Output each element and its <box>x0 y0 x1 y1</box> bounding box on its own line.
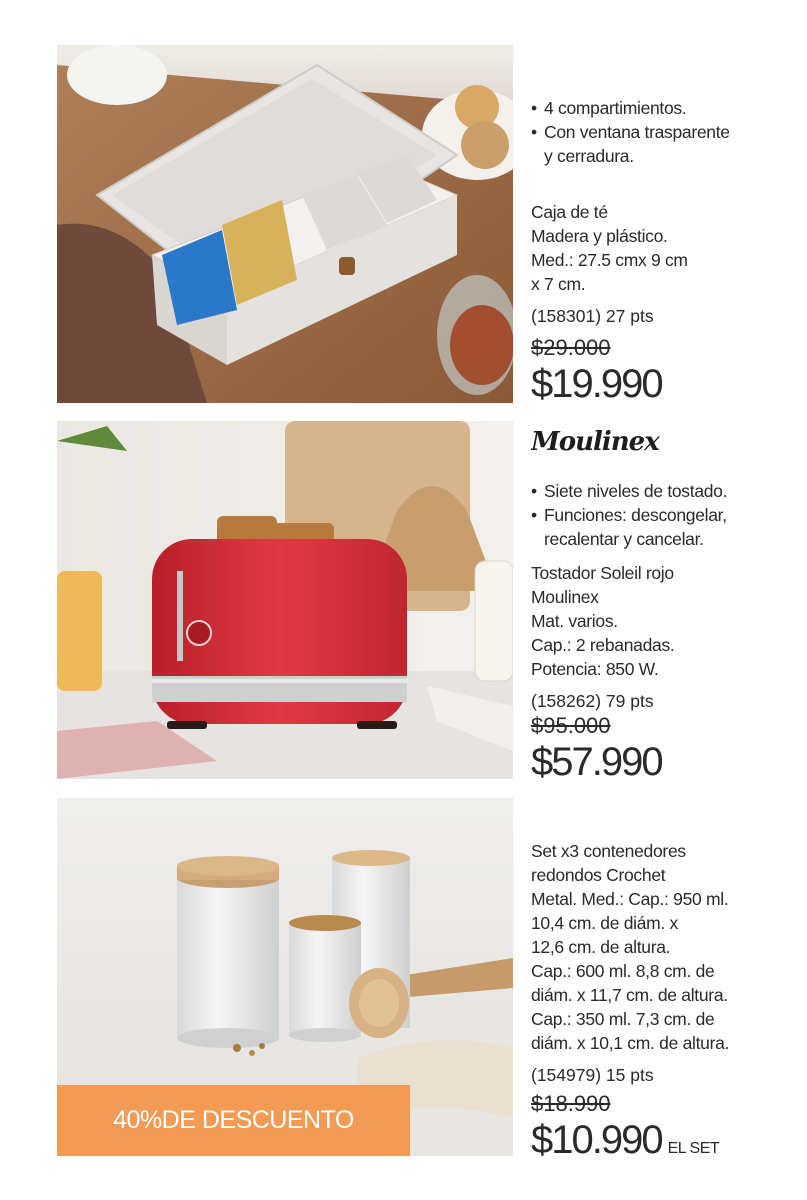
toaster-photo <box>57 421 513 779</box>
canisters-desc-4: 10,4 cm. de diám. x <box>531 913 679 933</box>
tea-desc-1: Caja de té <box>531 202 608 222</box>
canisters-desc-3: Metal. Med.: Cap.: 950 ml. <box>531 889 729 909</box>
canisters-code-points: (154979) 15 pts <box>531 1065 654 1085</box>
canisters-price-row <box>531 1117 801 1172</box>
toaster-info <box>531 479 801 785</box>
canisters-desc-9: diám. x 10,1 cm. de altura. <box>531 1033 730 1053</box>
toaster-new-price: $57.990 <box>531 740 662 784</box>
price-suffix: EL SET <box>667 1140 720 1157</box>
canisters-desc-6: Cap.: 600 ml. 8,8 cm. de <box>531 961 715 981</box>
toaster-old-price: $95.000 <box>531 713 611 738</box>
canisters-desc-8: Cap.: 350 ml. 7,3 cm. de <box>531 1009 715 1029</box>
canisters-desc-1: Set x3 contenedores <box>531 841 686 861</box>
tea-feature-2-cont: y cerradura. <box>544 146 634 166</box>
tea-desc-3: Med.: 27.5 cmx 9 cm <box>531 250 688 270</box>
canisters-old-price: $18.990 <box>531 1091 611 1116</box>
canisters-desc-5: 12,6 cm. de altura. <box>531 937 671 957</box>
canisters-desc-2: redondos Crochet <box>531 865 666 885</box>
tea-box-photo <box>57 45 513 403</box>
toaster-desc-5: Potencia: 850 W. <box>531 659 659 679</box>
tea-new-price: $19.990 <box>531 362 662 406</box>
toaster-desc-2: Moulinex <box>531 587 599 607</box>
tea-feature-1: • 4 compartimientos. <box>531 96 801 120</box>
svg-text:Moulinex: Moulinex <box>531 427 659 457</box>
tea-old-price: $29.000 <box>531 335 611 360</box>
toaster-feature-1: • Siete niveles de tostado. <box>531 479 801 503</box>
toaster-code-points: (158262) 79 pts <box>531 691 654 711</box>
canisters-new-price: $10.990 <box>531 1118 662 1162</box>
tea-desc-4: x 7 cm. <box>531 274 586 294</box>
toaster-desc-4: Cap.: 2 rebanadas. <box>531 635 675 655</box>
tea-box-info <box>531 96 801 407</box>
tea-desc-2: Madera y plástico. <box>531 226 668 246</box>
canisters-info <box>531 839 801 1172</box>
tea-code-points: (158301) 27 pts <box>531 306 654 326</box>
moulinex-logo <box>531 427 686 457</box>
canisters-desc-7: diám. x 11,7 cm. de altura. <box>531 985 728 1005</box>
discount-banner: 40%DE DESCUENTO <box>57 1085 410 1156</box>
tea-feature-2: • Con ventana trasparente <box>531 120 801 144</box>
toaster-desc-3: Mat. varios. <box>531 611 618 631</box>
toaster-feature-2: • Funciones: descongelar, <box>531 503 801 527</box>
toaster-desc-1: Tostador Soleil rojo <box>531 563 674 583</box>
toaster-feature-2-cont: recalentar y cancelar. <box>544 529 704 549</box>
